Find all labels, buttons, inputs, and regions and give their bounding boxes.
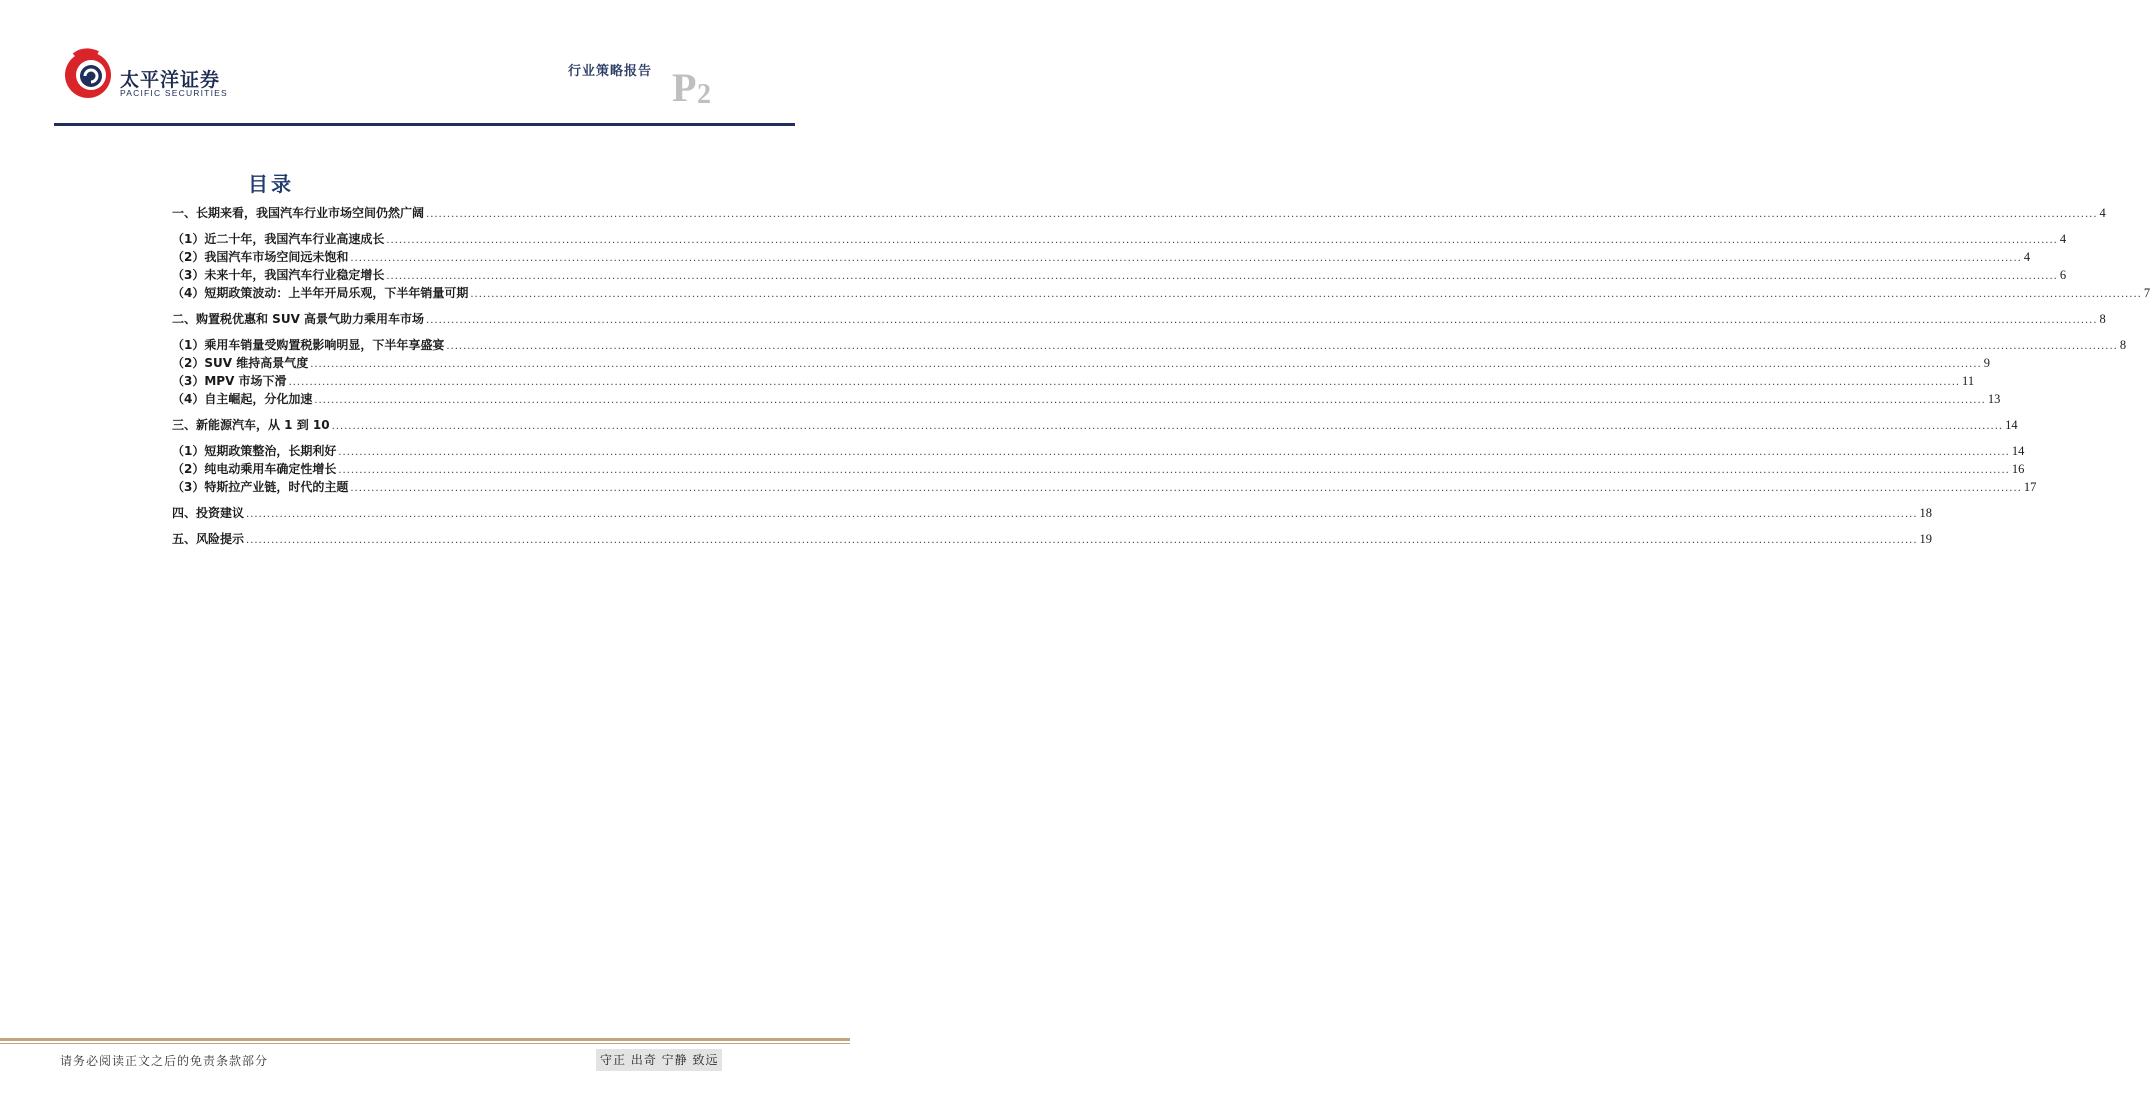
- toc-entry-title: 一、长期来看，我国汽车行业市场空间仍然广阔: [172, 206, 425, 220]
- toc-entry[interactable]: [172, 205, 2106, 222]
- toc-entry-page: 16: [2011, 462, 2025, 476]
- toc-dot-leader: ................................................................................................................................................................................................................................................................................................................................................................................................................: [350, 253, 2022, 264]
- toc-entry-title: （3）MPV 市场下滑: [172, 374, 287, 388]
- toc-entry-page: 4: [2059, 232, 2067, 246]
- toc-dot-leader: ................................................................................................................................................................................................................................................................................................................................................................................................................: [331, 421, 2004, 432]
- toc-entry-page: 7: [2143, 286, 2150, 300]
- toc-entry[interactable]: [172, 311, 2106, 328]
- toc-entry[interactable]: [172, 373, 1975, 390]
- toc-dot-leader: ................................................................................................................................................................................................................................................................................................................................................................................................................: [426, 315, 2098, 326]
- toc-entry-page: 9: [1983, 356, 1990, 370]
- toc-entry[interactable]: [172, 479, 2037, 496]
- toc-entry-title: 二、购置税优惠和 SUV 高景气助力乘用车市场: [172, 312, 425, 326]
- toc-dot-leader: ................................................................................................................................................................................................................................................................................................................................................................................................................: [446, 341, 2118, 352]
- toc-dot-leader: ................................................................................................................................................................................................................................................................................................................................................................................................................: [470, 289, 2142, 300]
- toc-entry-page: 8: [2099, 312, 2106, 326]
- toc-entry-page: 18: [1919, 506, 1932, 520]
- toc-entry-title: （4）自主崛起，分化加速: [172, 392, 313, 406]
- toc-entry[interactable]: [172, 391, 2001, 408]
- report-type-label: 行业策略报告: [568, 64, 653, 79]
- pacific-securities-logo-icon: [60, 45, 116, 101]
- toc-entry-title: （4）短期政策波动：上半年开局乐观，下半年销量可期: [172, 286, 469, 300]
- toc-dot-leader: ................................................................................................................................................................................................................................................................................................................................................................................................................: [386, 271, 2058, 282]
- logo-english-name: PACIFIC SECURITIES: [120, 88, 228, 98]
- table-of-contents: [172, 205, 2150, 548]
- footer-divider-thin: [0, 1043, 850, 1044]
- toc-entry-page: 14: [2005, 418, 2018, 432]
- toc-entry[interactable]: [172, 267, 2067, 284]
- toc-dot-leader: ................................................................................................................................................................................................................................................................................................................................................................................................................: [310, 359, 1982, 370]
- toc-entry[interactable]: [172, 337, 2127, 354]
- toc-entry-title: （1）近二十年，我国汽车行业高速成长: [172, 232, 385, 246]
- toc-entry-title: （3）未来十年，我国汽车行业稳定增长: [172, 268, 385, 282]
- toc-entry[interactable]: [172, 249, 2031, 266]
- toc-entry-page: 14: [2011, 444, 2025, 458]
- toc-entry-title: 五、风险提示: [172, 532, 245, 546]
- toc-entry-title: （2）我国汽车市场空间远未饱和: [172, 250, 349, 264]
- toc-dot-leader: ................................................................................................................................................................................................................................................................................................................................................................................................................: [246, 535, 1918, 546]
- toc-entry-page: 6: [2059, 268, 2067, 282]
- toc-entry[interactable]: [172, 355, 1990, 372]
- toc-dot-leader: ................................................................................................................................................................................................................................................................................................................................................................................................................: [426, 209, 2098, 220]
- toc-entry-title: （3）特斯拉产业链，时代的主题: [172, 480, 349, 494]
- page-prefix: P: [672, 65, 697, 110]
- toc-dot-leader: ................................................................................................................................................................................................................................................................................................................................................................................................................: [338, 465, 2010, 476]
- toc-entry-title: （2）纯电动乘用车确定性增长: [172, 462, 337, 476]
- toc-dot-leader: ................................................................................................................................................................................................................................................................................................................................................................................................................: [246, 509, 1918, 520]
- toc-entry[interactable]: [172, 417, 2018, 434]
- toc-entry[interactable]: [172, 461, 2025, 478]
- footer-divider: [0, 1038, 850, 1041]
- toc-entry-title: 四、投资建议: [172, 506, 245, 520]
- toc-entry[interactable]: [172, 531, 1932, 548]
- toc-dot-leader: ................................................................................................................................................................................................................................................................................................................................................................................................................: [338, 447, 2010, 458]
- toc-entry-page: 19: [1919, 532, 1932, 546]
- toc-entry-page: 4: [2023, 250, 2031, 264]
- page-number: 2: [697, 79, 711, 110]
- toc-entry-title: （1）乘用车销量受购置税影响明显，下半年享盛宴: [172, 338, 445, 352]
- toc-dot-leader: ................................................................................................................................................................................................................................................................................................................................................................................................................: [386, 235, 2058, 246]
- toc-entry[interactable]: [172, 505, 1932, 522]
- toc-entry[interactable]: [172, 231, 2067, 248]
- toc-title: 目录: [248, 172, 294, 196]
- toc-entry-page: 4: [2099, 206, 2106, 220]
- toc-entry[interactable]: [172, 443, 2025, 460]
- toc-entry-title: （1）短期政策整治，长期利好: [172, 444, 337, 458]
- toc-entry-page: 11: [1962, 374, 1975, 388]
- toc-entry-page: 13: [1987, 392, 2001, 406]
- toc-entry[interactable]: [172, 285, 2150, 302]
- header-divider: [54, 123, 795, 126]
- toc-dot-leader: ................................................................................................................................................................................................................................................................................................................................................................................................................: [350, 483, 2022, 494]
- logo-chinese-name: 太平洋证券: [120, 69, 221, 91]
- toc-dot-leader: ................................................................................................................................................................................................................................................................................................................................................................................................................: [288, 377, 1961, 388]
- disclaimer-note: 请务必阅读正文之后的免责条款部分: [60, 1054, 269, 1068]
- toc-entry-page: 17: [2023, 480, 2037, 494]
- company-motto: 守正 出奇 宁静 致远: [596, 1049, 722, 1071]
- toc-entry-title: （2）SUV 维持高景气度: [172, 356, 309, 370]
- toc-entry-title: 三、新能源汽车，从 1 到 10: [172, 418, 330, 432]
- toc-dot-leader: ................................................................................................................................................................................................................................................................................................................................................................................................................: [314, 395, 1986, 406]
- toc-entry-page: 8: [2119, 338, 2127, 352]
